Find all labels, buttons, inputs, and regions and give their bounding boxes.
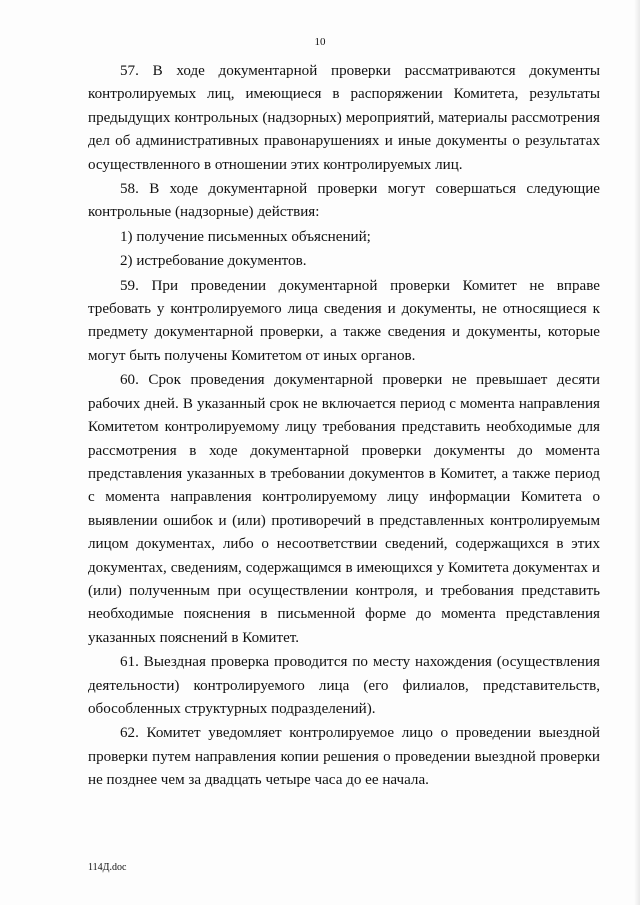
list-item-1: 1) получение письменных объяснений;	[120, 228, 371, 245]
document-body	[88, 60, 600, 793]
paragraph-60: 60. Срок проведения документарной проверки не превышает десяти рабочих дней. В указанный срок не включается период с момента направления Комитетом контролируемому лицу требования представить необходимые для рассмотрения в ходе документарной проверки документы до момента представления указанных в требовании документов в Комитет, а также период с момента направления контролируемому лицу информации Комитета о выявлении ошибок и (или) противоречий в представленных контролируемым лицом документах, либо о несоответствии сведений, содержащихся в этих документах, сведениям, содержащимся в имеющихся у Комитета документах и (или) полученным при осуществлении контроля, и требования представить необходимые пояснения в письменной форме до момента представления указанных пояснений в Комитет.	[88, 372, 600, 646]
list-item-2: 2) истребование документов.	[120, 253, 307, 270]
paragraph-61: 61. Выездная проверка проводится по месту нахождения (осуществления деятельности) контролируемого лица (его филиалов, представительств, обособленных структурных подразделений).	[88, 654, 600, 717]
footer-filename: 114Д.doc	[88, 862, 127, 873]
paragraph-59: 59. При проведении документарной проверки Комитет не вправе требовать у контролируемого лица сведения и документы, не относящиеся к предмету документарной проверки, а также сведения и документы, которые могут быть получены Комитетом от иных органов.	[88, 277, 600, 364]
page-edge-shadow	[634, 0, 640, 905]
page-number: 10	[314, 36, 326, 48]
paragraph-62: 62. Комитет уведомляет контролируемое лицо о проведении выездной проверки путем направления копии решения о проведении выездной проверки не позднее чем за двадцать четыре часа до ее начала.	[88, 725, 600, 789]
paragraph-58: 58. В ходе документарной проверки могут совершаться следующие контрольные (надзорные) действия:	[88, 181, 600, 221]
paragraph-57: 57. В ходе документарной проверки рассматриваются документы контролируемых лиц, имеющиеся в распоряжении Комитета, результаты предыдущих контрольных (надзорных) мероприятий, материалы рассмотрения дел об административных правонарушениях и иные документы о результатах осуществленного в отношении этих контролируемых лиц.	[88, 63, 600, 173]
